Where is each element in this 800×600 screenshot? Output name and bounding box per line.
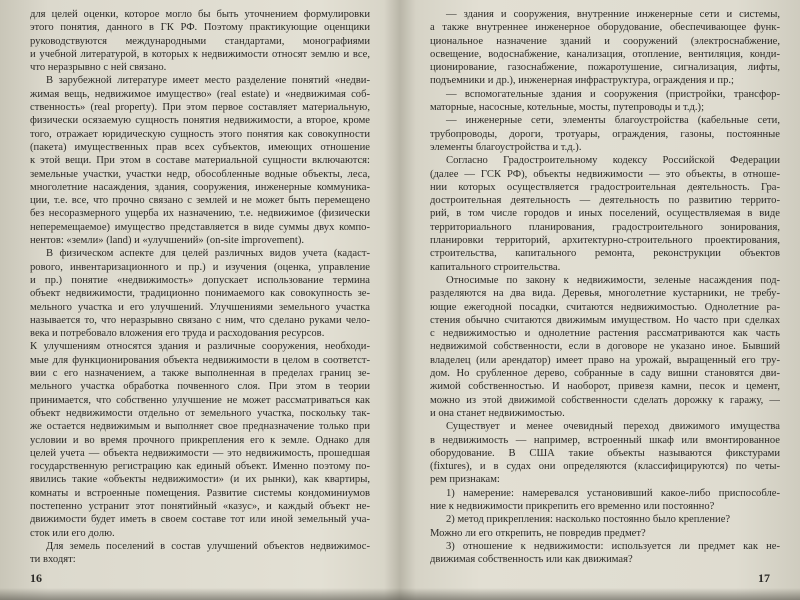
text-line: освещение, водоснабжение, канализация, отопление, вентиляция, конди- — [430, 48, 780, 60]
text-line: условии и во время прочного прикрепления его к земле. Однако для — [30, 434, 370, 446]
text-line: же остается недвижимым и выполняет свое предназначение только при — [30, 421, 370, 433]
text-line: движимая собственность или как движимая? — [430, 554, 633, 566]
text-line: Можно ли его открепить, не повредив предмет? — [430, 527, 646, 539]
text-line: для целей оценки, которое могло бы быть уточнением формулировки — [30, 9, 370, 20]
text-line: территориального планирования, градостроительного зонирования, — [430, 221, 780, 233]
text-line: ющие ежегодной посадки, считаются недвижимостью. Однолетние ра- — [430, 301, 780, 313]
text-line: элементы благоустройства и т.д.). — [430, 141, 582, 153]
text-line: того, отражает юридическую сущность этого понятия как совокупности — [30, 128, 370, 140]
text-line: (fixtures), и в судах они определяются (классифицируются) по четы- — [430, 461, 780, 473]
text-line: называется то, что неразрывно связано с ним, что сделано руками чело- — [30, 314, 370, 326]
text-line: с недвижимостью и однолетние растения рассматриваются как часть — [430, 328, 780, 340]
text-line: ти входят: — [30, 554, 76, 566]
text-line: вии с его назначением, а также выполненная в пределах границ зе- — [30, 368, 370, 380]
text-line: циональное назначение зданий и сооружений (электроснабжение, — [430, 35, 780, 47]
text-line: без несоразмерного ущерба их назначению, т.е. недвижимое (физически — [30, 208, 370, 220]
text-line: нии которых осуществляется градостроительная деятельность. Гра- — [430, 181, 780, 193]
text-line: явились такие «объекты недвижимости» (и их рынки), как квартиры, — [30, 474, 370, 486]
text-line: сток или его долю. — [30, 527, 115, 539]
text-line: — вспомогательные здания и сооружения (пристройки, трансфор- — [446, 88, 780, 100]
text-line: целей учета — объекта недвижимости — это недвижимость, прошедшая — [30, 447, 370, 459]
text-line: и пр.) понятие «недвижимость» допускает использование термина — [30, 274, 370, 286]
text-line: и она станет недвижимостью. — [430, 407, 565, 419]
text-line: государственную регистрацию как единый объект. Именно поэтому по- — [30, 461, 370, 473]
text-line: Согласно Градостроительному кодексу Российской Федерации — [446, 155, 780, 167]
text-line: ции, т.е. все, что прочно связано с землей и не может быть перемещено — [30, 195, 370, 207]
page-number-right: 17 — [758, 571, 770, 585]
text-line: а также внутреннее инженерное оборудование, обеспечивающее функ- — [430, 22, 780, 34]
text-line: — инженерные сети, элементы благоустройства (кабельные сети, — [446, 115, 780, 127]
text-line: достроительная деятельность — деятельность по развитию террито- — [430, 195, 780, 207]
text-line: века и потребовало вложения его труда и расходования ресурсов. — [30, 328, 325, 340]
right-page-text — [430, 8, 780, 566]
text-line: капитального строительства. — [430, 261, 561, 273]
text-line: мые для функционирования объекта недвижимости в целом в соответст- — [30, 354, 370, 366]
text-line: Для земель поселений в состав улучшений объектов недвижимос- — [46, 540, 370, 552]
text-line: физически осязаемую сущность понятия недвижимости, а второе, кроме — [30, 115, 370, 127]
text-line: в недвижимость — например, встроенный шкаф или вмонтированное — [430, 434, 780, 446]
text-line: и учебной литературой, в которых к недвижимости относят землю и все, — [30, 48, 370, 60]
text-line: В физическом аспекте для целей различных видов учета (кадаст- — [46, 248, 370, 260]
text-line: владелец (или арендатор) имеет право на урожай, выращенный его тру- — [430, 354, 780, 366]
text-line: трубопроводы, дороги, тротуары, ограждения, газоны, постоянные — [430, 128, 780, 140]
text-line: ственность» (real property). При этом первое составляет материальную, — [30, 102, 370, 114]
left-page-text — [30, 8, 370, 566]
page-bottom-shadow — [0, 588, 800, 600]
text-line: жимая вещь, недвижимое имущество» (real estate) и «недвижимая соб- — [30, 88, 370, 100]
text-line: подъемники и др.), инженерная инфраструктура, ограждения и пр.; — [430, 75, 734, 87]
text-line: жимой собственностью. И наоборот, привезя камни, песок и цемент, — [430, 381, 780, 393]
text-line: многолетние насаждения, здания, сооружения, инженерные коммуника- — [30, 181, 370, 193]
text-line: что неразрывно с ней связано. — [30, 62, 167, 74]
text-line: 1) намерение: намеревался установивший какое-либо приспособле- — [446, 487, 780, 499]
text-line: (далее — ГСК РФ), объекты недвижимости — это объекты, в отноше- — [430, 168, 780, 180]
text-line: планировки территорий, архитектурно-строительного проектирования, — [430, 235, 780, 247]
text-line: маторные, насосные, котельные, мосты, путепроводы и т.д.); — [430, 102, 705, 114]
text-line: 2) метод прикрепления: насколько постоянно было крепление? — [446, 514, 731, 526]
text-line: Относимые по закону к недвижимости, зеленые насаждения под- — [446, 274, 780, 286]
text-line: этого понятия, данного в ГК РФ. Поэтому практикующие оценщики — [30, 22, 370, 34]
text-line: (пакета) имущественных прав всех субъектов, имеющих отношение — [30, 141, 370, 153]
text-line: неперемещаемое) имущество представляется в виде суммы двух компо- — [30, 221, 370, 233]
text-line: земельные участки, участки недр, обособленные водные объекты, леса, — [30, 168, 370, 180]
text-line: К улучшениям относятся здания и различные сооружения, необходи- — [30, 341, 370, 353]
text-line: Существует и менее очевидный переход движимого имущества — [446, 421, 780, 433]
text-line: дом. Но срубленное дерево, собранные в саду вишни становятся дви- — [430, 368, 780, 380]
text-line: оборудование. В США такие объекты называются фикстурами — [430, 447, 780, 459]
text-line: объект недвижимости отдельно от земельного участка, поскольку так- — [30, 407, 370, 419]
text-line: руководствуются международными стандартами, монографиями — [30, 35, 370, 47]
text-line: рий, в том числе городов и иных поселений, осуществляемая в виде — [430, 208, 780, 220]
text-line: ние к недвижимости прикрепить его временно или постоянно? — [430, 500, 715, 512]
text-line: ционирование, газоснабжение, пожаротушение, сигнализация, лифты, — [430, 62, 780, 74]
text-line: рем признакам: — [430, 474, 500, 486]
text-line: постепенно устранит этот понятийный «казус», и каждый объект не- — [30, 500, 370, 512]
text-line: объект недвижимости, традиционно понимаемого как совокупность зе- — [30, 288, 370, 300]
text-line: разделяются на два вида. Деревья, многолетние кустарники, не требу- — [430, 288, 780, 300]
text-line: В зарубежной литературе имеет место разделение понятий «недви- — [46, 75, 370, 87]
right-page — [400, 0, 800, 600]
text-line: стения обычно считаются движимым имуществом. Но часто при сделках — [430, 314, 780, 326]
text-line: недвижимой собственности, если в договоре не указано иное. Бывший — [430, 341, 780, 353]
left-page — [0, 0, 392, 600]
text-line: можно из этой движимой собственности сделать дорожку к гаражу, — — [430, 394, 780, 406]
text-line: комнаты и встроенные помещения. Развитие системы кондоминиумов — [30, 487, 370, 499]
text-line: — здания и сооружения, внутренние инженерные сети и системы, — [446, 9, 780, 20]
page-number-left: 16 — [30, 571, 42, 585]
text-line: 3) отношение к недвижимости: используется ли предмет как не- — [446, 540, 780, 552]
text-line: принимается, что собственно улучшение не может рассматриваться как — [30, 394, 370, 406]
text-line: рового, инвентаризационного и пр.) и изучения (оценка, управление — [30, 261, 370, 273]
text-line: мельного участка обработка почвенного слоя. При этом в теории — [30, 381, 370, 393]
text-line: нентов: «земли» (land) и «улучшений» (on-site improvement). — [30, 235, 304, 247]
text-line: к этой вещи. При этом в составе материальной сущности включаются: — [30, 155, 370, 167]
text-line: строительства, капитального ремонта, реконструкции объектов — [430, 248, 780, 260]
text-line: мельного участка и его улучшений. Улучшениями земельного участка — [30, 301, 370, 313]
text-line: движимости будет иметь в своем составе тот или иной земельный уча- — [30, 514, 370, 526]
